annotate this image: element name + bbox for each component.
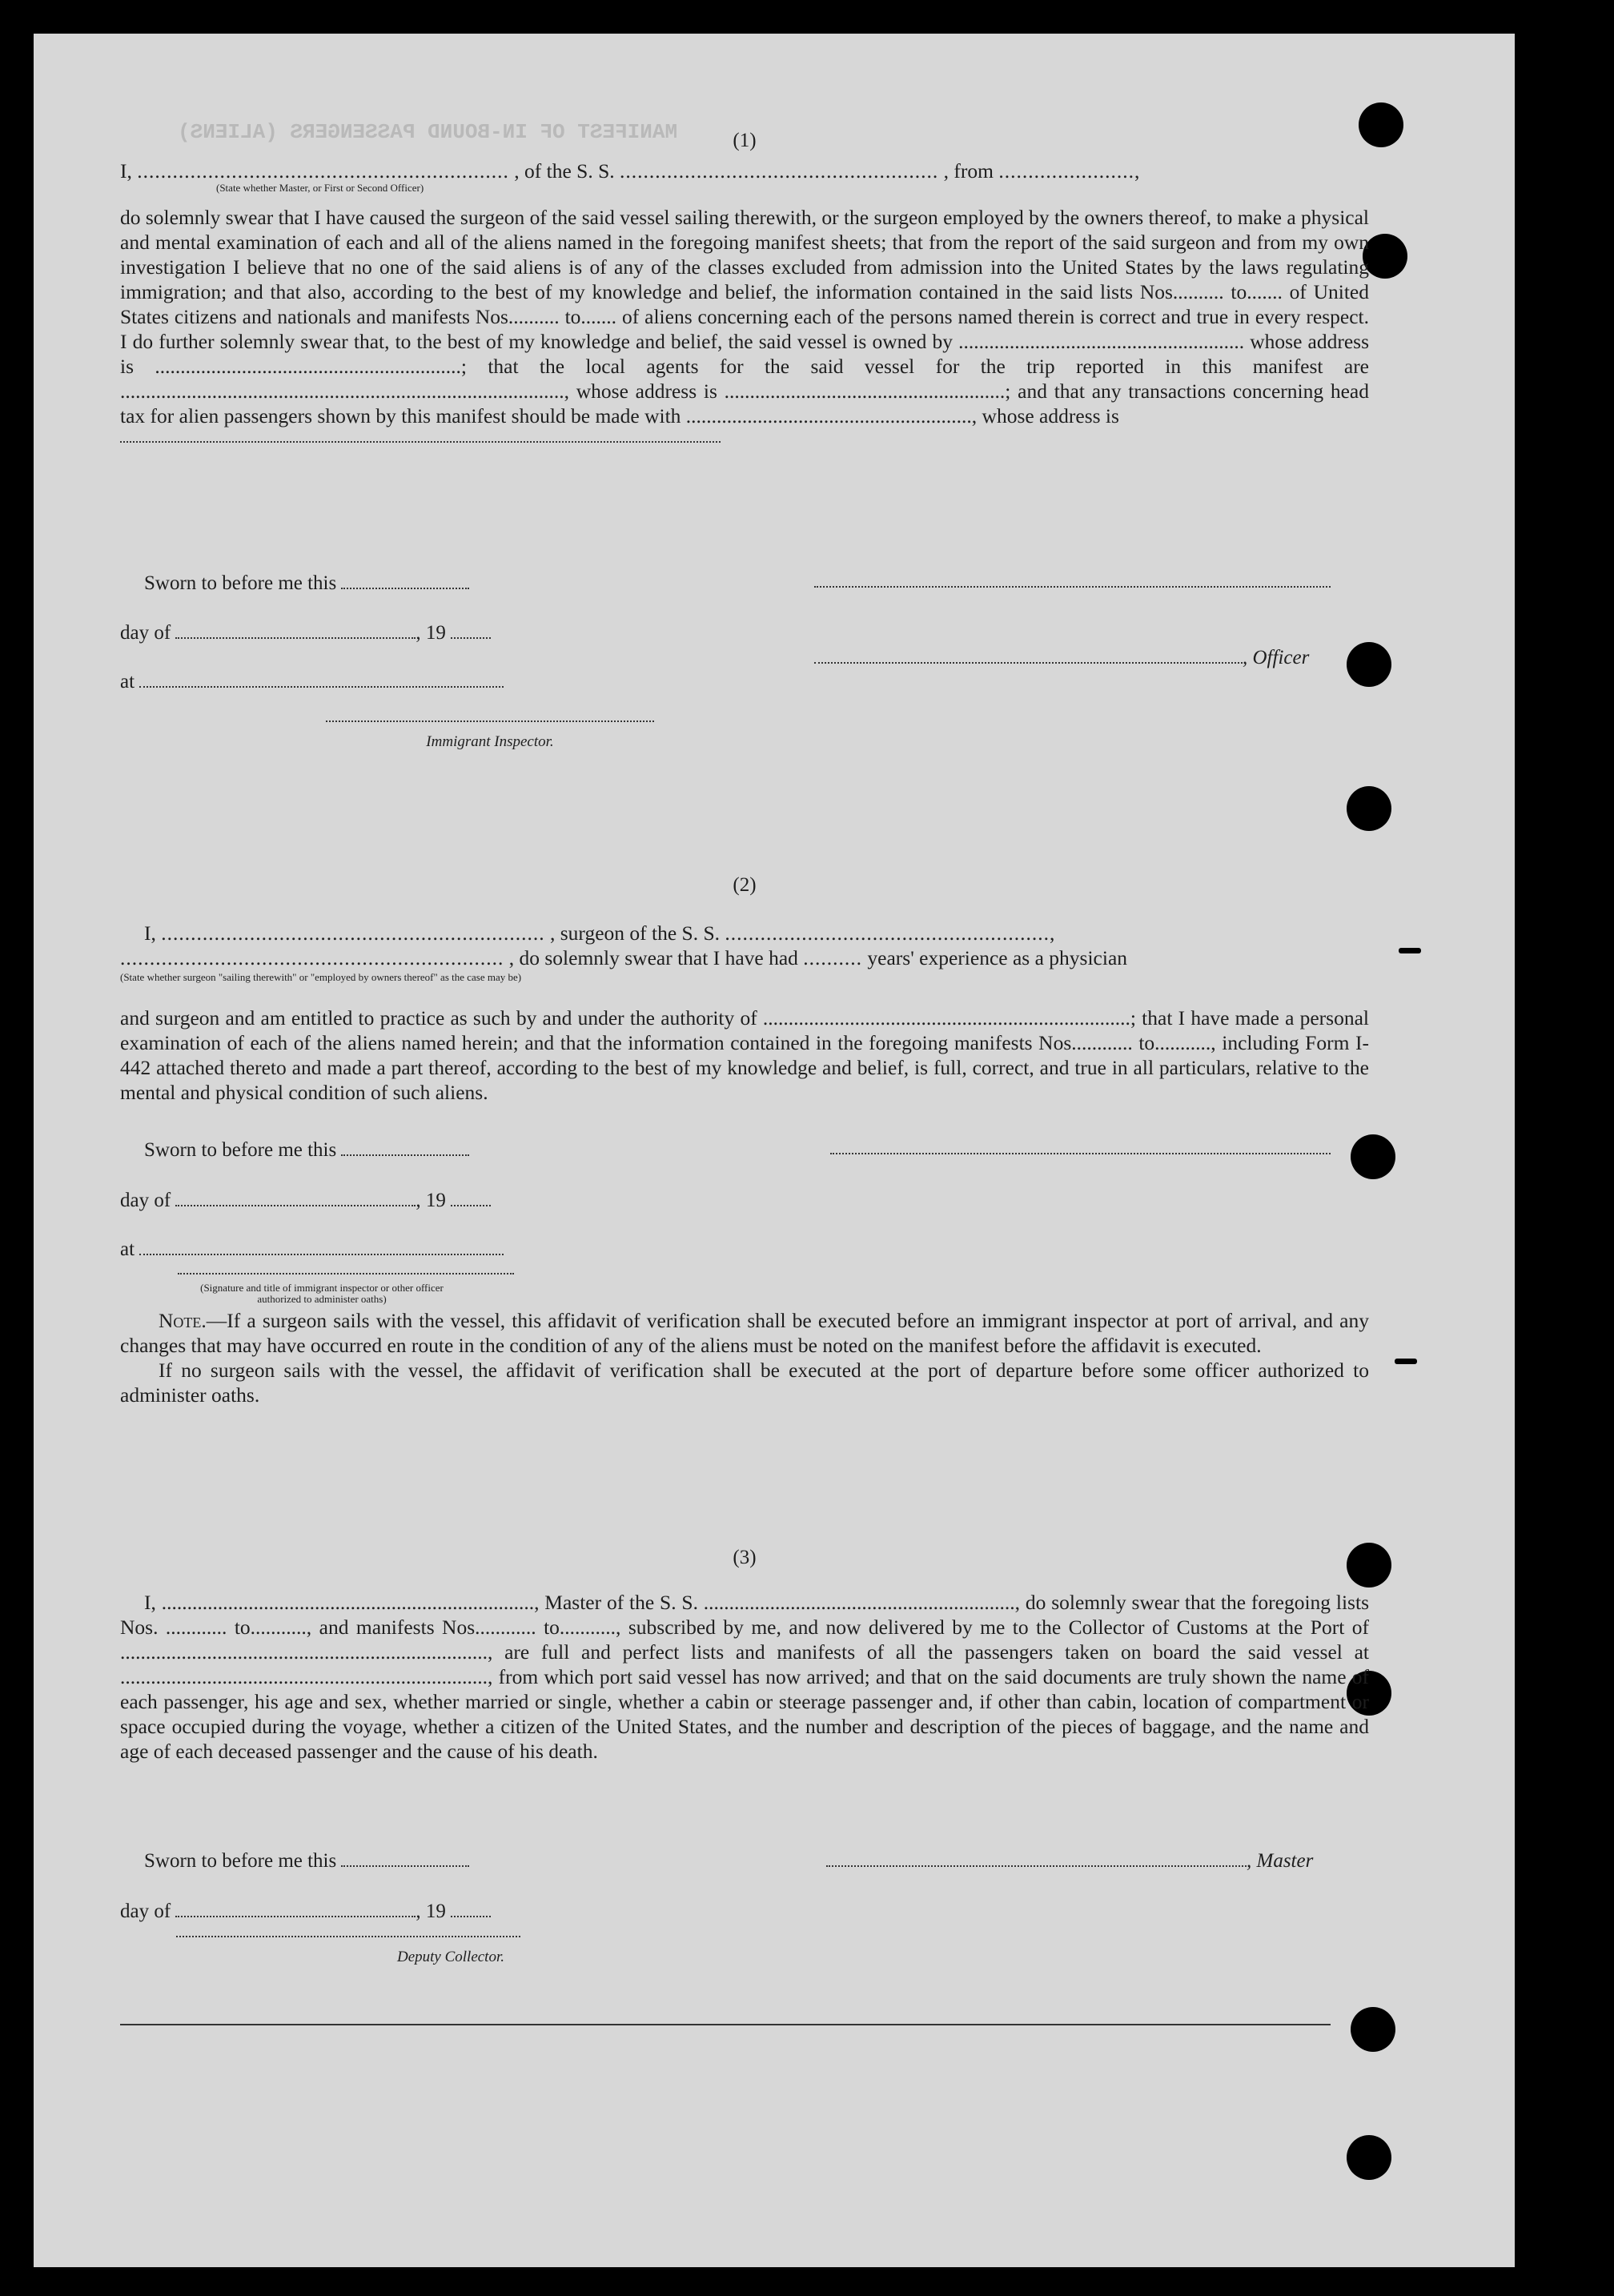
note-block xyxy=(120,1308,1369,1407)
s1-body: do solemnly swear that I have caused the surgeon of the said vessel sailing therewith, or the surgeon employed by the owners thereof, to make a physical and mental examination of each and all of the aliens named in the foregoing manifest sheets; that from the report of the said surgeon and from my own investigation I believe that no one of the said aliens is of any of the classes excluded from admission into the United States by the laws regulating immigration; and that also, according to the best of my knowledge and belief, the information contained in the said lists Nos.......... to....... of United States citizens and nationals and manifests Nos.......... to....... of aliens concerning each of the persons named therein is correct and true in every respect. I do further solemnly swear that, to the best of my knowledge and belief, the said vessel is owned by ........................................................ whose address is ............................................................; that the local agents for the said vessel for the trip reported in this manifest are ......................................................................................., whose address is .......................................................; and that any transactions concerning head tax for alien passengers shown by this manifest should be made with ........................................................, whose address is xyxy=(120,206,1369,427)
s2-sig-caption: (Signature and title of immigrant inspector or other officer authorized to administer oaths) xyxy=(200,1282,444,1305)
s1-ship-blank: ...................................................... xyxy=(620,159,939,183)
s2-at: at xyxy=(120,1238,135,1260)
s3-master-block xyxy=(826,1849,1313,1873)
s2-day-block xyxy=(120,1189,491,1213)
note-text-1: —If a surgeon sails with the vessel, this affidavit of verification shall be executed before an immigrant inspector at port of arrival, and any changes that may have occurred en route in the condition of any of the aliens must be noted on the manifest before the affidavit is executed. xyxy=(120,1309,1369,1357)
section-2-number: (2) xyxy=(733,874,757,896)
section-1-number: (1) xyxy=(733,130,757,151)
section-3-number: (3) xyxy=(733,1547,757,1568)
s2-ship-blank: ......................................................., xyxy=(725,921,1056,945)
section-3 xyxy=(120,1545,1369,1764)
s2-sworn: Sworn to before me this xyxy=(144,1139,337,1161)
s2-at-block xyxy=(120,1238,504,1262)
s2-status-blank: ................................................................. xyxy=(120,946,504,969)
s3-master: , Master xyxy=(1247,1850,1314,1872)
s2-surgeon-caption: (State whether surgeon "sailing therewith" or "employed by owners thereof" as the case may be) xyxy=(120,971,522,983)
section-1 xyxy=(120,128,1369,443)
s1-of-ss: , of the S. S. xyxy=(514,159,615,183)
note-label: Note. xyxy=(159,1309,207,1332)
s1-from: , from xyxy=(943,159,994,183)
bottom-rule xyxy=(120,2024,1331,2025)
bleed-through-heading: MANIFEST OF IN-BOUND PASSENGERS (ALIENS) xyxy=(178,120,678,144)
s2-blank-right xyxy=(830,1153,1331,1154)
s2-i: I, xyxy=(144,921,156,945)
s1-at: at xyxy=(120,671,135,692)
s2-years: years' experience as a physician xyxy=(867,946,1128,969)
note-paragraph-1 xyxy=(120,1308,1369,1358)
s1-from-blank: ......................., xyxy=(998,159,1141,183)
s3-day-block xyxy=(120,1900,491,1924)
s3-body: I, ........................................................................., Master of the S. S. ............................................................., do solemnly swear that the foregoing lists Nos. ............ to..........., and manifests Nos............ to..........., subscribed by me, and now delivered by me to the Collector of Customs at the Port of ........................................................................, are full and perfect lists and manifests of all the passengers taken on board the said vessel at ........................................................................, from which port said vessel has now arrived; and that on the said documents are truly shown the name of each passenger, his age and sex, whether married or single, whether a cabin or steerage passenger and, if other than cabin, location of compartment or space occupied during the voyage, whether a citizen of the United States, and the number and description of the pieces of baggage, and the name and age of each deceased passenger and the cause of his death. xyxy=(120,1591,1369,1763)
s2-sig-block xyxy=(178,1273,514,1305)
s1-blank-right xyxy=(814,586,1331,588)
s1-officer: , Officer xyxy=(1243,647,1310,668)
s2-year: , 19 xyxy=(416,1190,446,1211)
s1-name-blank: ............................................................... xyxy=(137,159,509,183)
s2-name-blank: ................................................................. xyxy=(161,921,545,945)
s1-day-of: day of xyxy=(120,622,171,644)
s3-day-of: day of xyxy=(120,1901,171,1922)
s2-years-blank: .......... xyxy=(803,946,863,969)
s1-officer-caption: (State whether Master, or First or Second Officer) xyxy=(216,182,424,194)
s3-sworn-block xyxy=(144,1849,469,1873)
s1-inspector-block xyxy=(326,721,654,754)
s2-swear: , do solemnly swear that I have had xyxy=(508,946,798,969)
section-2 xyxy=(120,873,1369,1105)
s1-address-blank xyxy=(120,435,721,443)
s1-officer-block xyxy=(814,646,1309,670)
s3-year: , 19 xyxy=(416,1901,446,1922)
s3-deputy-block xyxy=(176,1936,520,1969)
s1-immigrant-inspector: Immigrant Inspector. xyxy=(426,733,554,750)
s1-sworn-block xyxy=(144,572,469,596)
s2-surgeon-of: , surgeon of the S. S. xyxy=(550,921,721,945)
s2-day-of: day of xyxy=(120,1190,171,1211)
note-paragraph-2: If no surgeon sails with the vessel, the affidavit of verification shall be executed at the port of departure before some officer authorized to administer oaths. xyxy=(120,1359,1369,1407)
s3-sworn: Sworn to before me this xyxy=(144,1850,337,1872)
s1-year: , 19 xyxy=(416,622,446,644)
s2-body: and surgeon and am entitled to practice as such by and under the authority of ........................................................................; that I have made a personal examination of each of the aliens named herein; and that the information contained in the foregoing manifests Nos............ to..........., including Form I-442 attached thereto and made a part thereof, according to the best of my knowledge and belief, is full, correct, and true in all particulars, relative to the mental and physical condition of such aliens. xyxy=(120,1006,1369,1104)
document-page xyxy=(34,34,1515,2267)
s2-sworn-block xyxy=(144,1138,469,1162)
s3-deputy-collector: Deputy Collector. xyxy=(396,1949,504,1965)
s1-day-block xyxy=(120,621,491,645)
s1-i: I, xyxy=(120,159,132,183)
s1-at-block xyxy=(120,670,504,694)
s1-sworn: Sworn to before me this xyxy=(144,572,337,594)
